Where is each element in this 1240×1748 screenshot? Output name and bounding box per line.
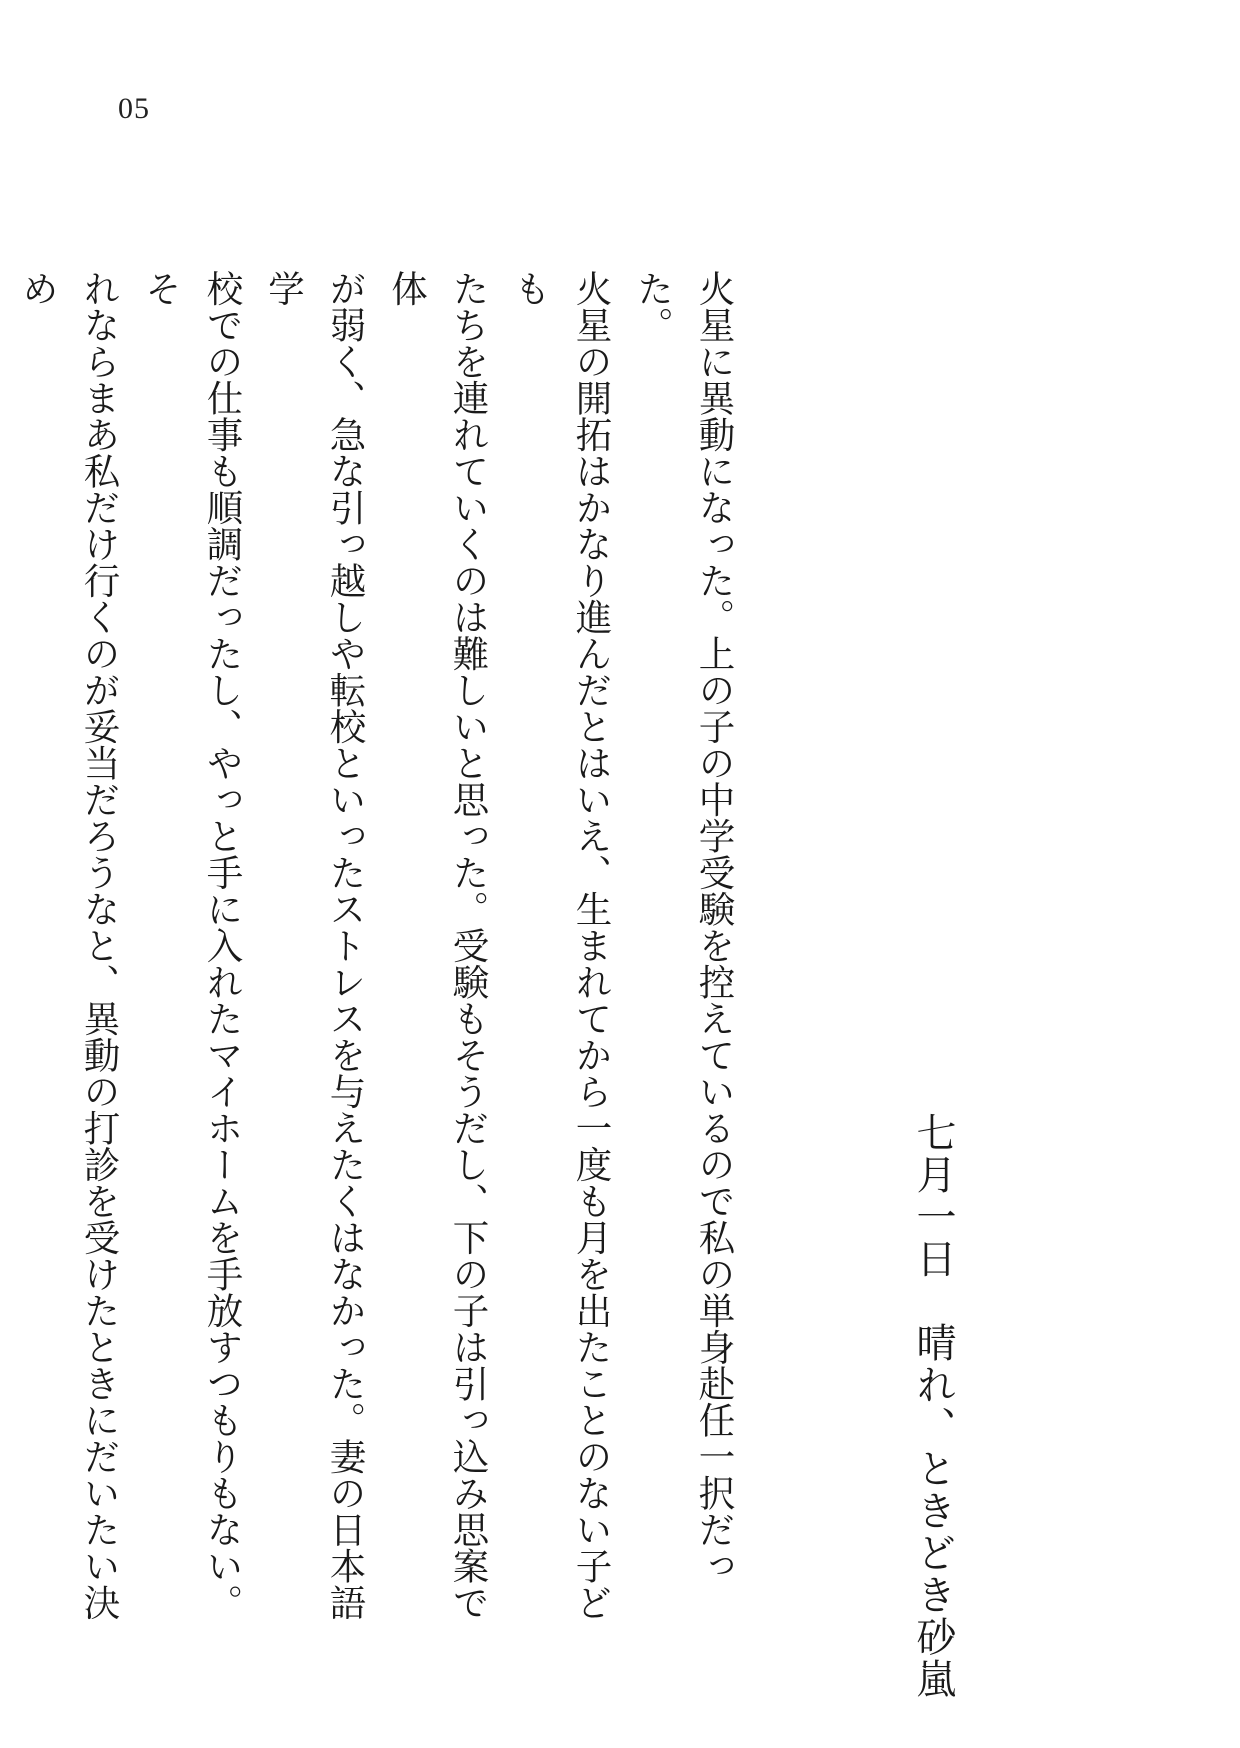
page-number: 05 <box>118 92 150 125</box>
paragraph: 火星に異動になった。上の子の中学受験を控えているので私の単身赴任一択だった。 火星の開拓はかなり進んだとはいえ、生まれてから一度も月を出たことのない子ども たちを連れていくのは難しいと思った。受験もそうだし、下の子は引っ込み思案で体 が弱く、急な引っ越しや転校といったストレスを与えたくはなかった。妻の日本語学 校での仕事も順調だったし、やっと手に入れたマイホームを手放すつもりもない。そ れならまあ私だけ行くのが妥当だろうなと、異動の打診を受けたときにだいたい決め <box>16 270 736 1621</box>
section-heading: 七月一日 晴れ、ときどき砂嵐 <box>910 1112 956 1700</box>
body-text <box>16 270 745 1650</box>
